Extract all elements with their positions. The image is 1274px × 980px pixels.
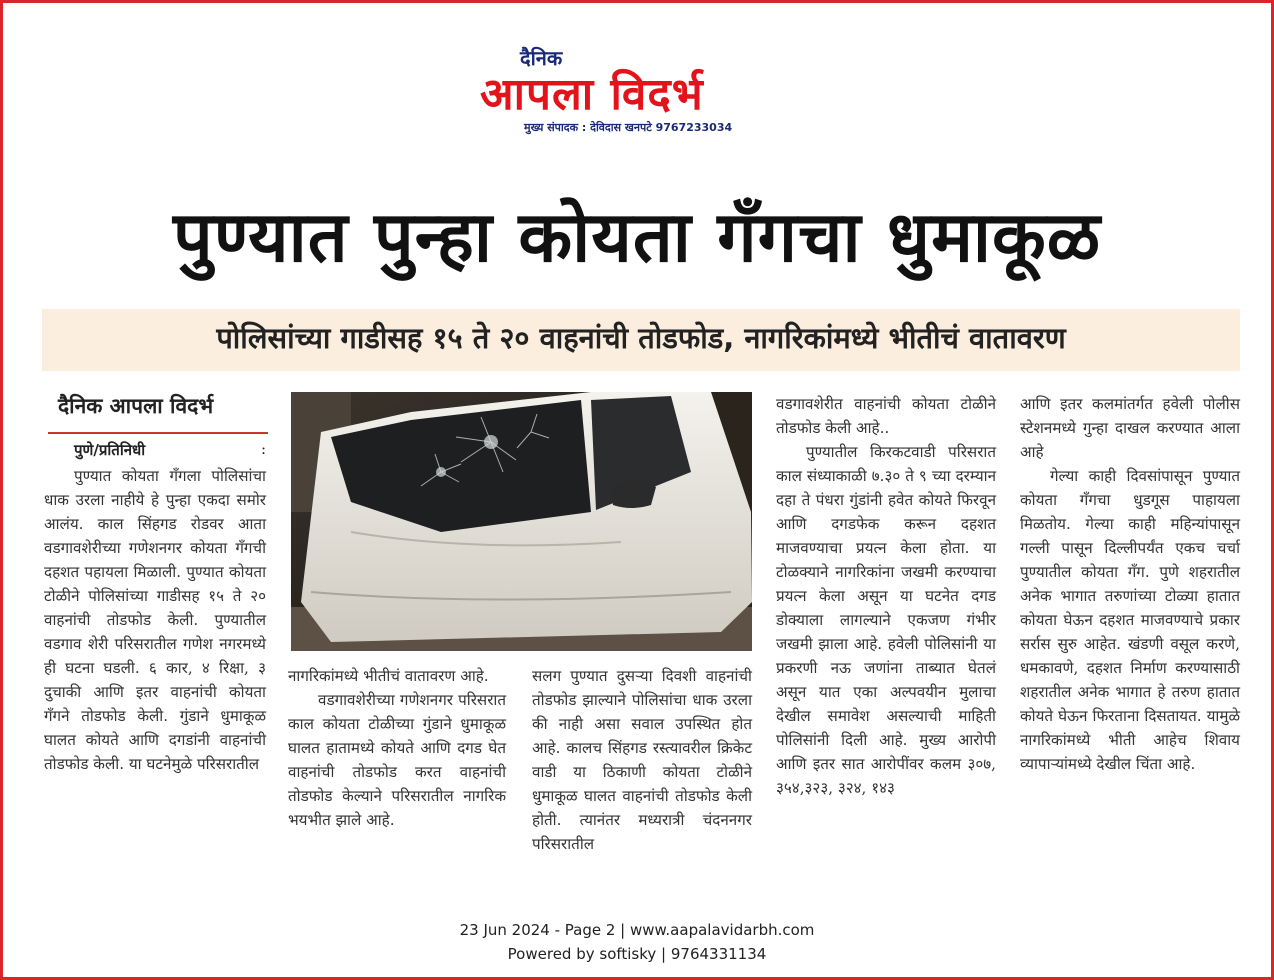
article-column-5: [1020, 392, 1240, 776]
dateline: [74, 440, 266, 460]
subheadline-bar: [42, 309, 1240, 371]
masthead-logo: [480, 40, 800, 140]
footer: [0, 918, 1274, 966]
paragraph: नागरिकांमध्ये भीतीचं वातावरण आहे.: [288, 667, 489, 685]
paragraph: वडगावशेरीत वाहनांची कोयता टोळीने तोडफोड केली आहे..: [776, 395, 996, 437]
masthead-editor: मुख्य संपादक : देविदास खनपटे 9767233034: [524, 121, 733, 134]
paragraph: आणि इतर कलमांतर्गत हवेली पोलीस स्टेशनमध्ये गुन्हा दाखल करण्यात आला आहे: [1020, 395, 1240, 461]
car-photo-illustration: [291, 392, 752, 651]
article-column-4: [776, 392, 996, 800]
masthead-daily: दैनिक: [520, 46, 563, 70]
article-column-2: [288, 664, 506, 832]
footer-powered-by: Powered by softisky | 9764331134: [507, 945, 767, 963]
masthead-name: आपला विदर्भ: [480, 69, 704, 120]
paragraph: पुण्यात कोयता गँगला पोलिसांचा धाक उरला नाहीये हे पुन्हा एकदा समोर आलंय. काल सिंहगड रोडवर आता वडगावशेरीच्या गणेशनगर कोयता गँगची दहशत पहायला मिळाली. पुण्यात कोयता टोळीने पोलिसांच्या गाडीसह १५ ते २० वाहनांची तोडफोड केली. पुण्यातील वडगाव शेरी परिसरातील गणेश नगरमध्ये ही घटना घडली. ६ कार, ४ रिक्षा, ३ दुचाकी आणि इतर वाहनांची कोयता गँगने तोडफोड केली. गुंडाने धुमाकूळ घालत कोयते आणि दगडांनी वाहनांची तोडफोड केली. या घटनेमुळे परिसरातील: [44, 467, 266, 773]
paragraph: सलग पुण्यात दुसऱ्या दिवशी वाहनांची तोडफोड झाल्याने पोलिसांचा धाक उरला की नाही असा सवाल उपस्थित होत आहे. कालच सिंहगड रस्त्यावरील क्रिकेट वाडी या ठिकाणी कोयता टोळीने धुमाकूळ घालत वाहनांची तोडफोड केली होती. त्यानंतर मध्यरात्री चंदननगर परिसरातील: [532, 667, 752, 853]
paragraph: पुण्यातील किरकटवाडी परिसरात काल संध्याकाळी ७.३० ते ९ च्या दरम्यान दहा ते पंधरा गुंडांनी हवेत कोयते फिरवून आणि दगडफेक करून दहशत माजवण्याचा प्रयत्न केला होता. या टोळक्याने नागरिकांना जखमी करण्याचा प्रयत्न केला असून या घटनेत दगड डोक्याला लागल्याने एकजण गंभीर जखमी झाला आहे. हवेली पोलिसांनी या प्रकरणी नऊ जणांना ताब्यात घेतलं असून यात एका अल्पवयीन मुलाचा देखील समावेश असल्याची माहिती पोलिसांनी दिली आहे. मुख्य आरोपी आणि इतर सात आरोपींवर कलम ३०७, ३५४,३२३, ३२४, १४३: [776, 443, 996, 797]
source-underline: [48, 432, 268, 434]
source-label: दैनिक आपला विदर्भ: [58, 394, 214, 418]
paragraph: गेल्या काही दिवसांपासून पुण्यात कोयता गँगचा धुडगूस पाहायला मिळतोय. गेल्या काही महिन्यांपासून गल्ली पासून दिल्लीपर्यंत एकच चर्चा पुण्यातील कोयता गँग. पुणे शहरातील अनेक भागात तरुणांच्या टोळ्या हातात कोयता घेऊन दहशत माजवण्याचे प्रकार सर्रास सुरु आहेत. खंडणी वसूल करणे, धमकावणे, दहशत निर्माण करण्यासाठी शहरातील अनेक भागात हे तरुण हातात कोयते घेऊन फिरताना दिसतायत. यामुळे नागरिकांमध्ये भीती आहेच शिवाय व्यापाऱ्यांमध्ये देखील चिंता आहे.: [1020, 467, 1240, 773]
dateline-separator: :: [260, 440, 266, 458]
article-photo-damaged-car: [291, 392, 752, 651]
article-column-1: [44, 464, 266, 776]
paragraph: वडगावशेरीच्या गणेशनगर परिसरात काल कोयता टोळीच्या गुंडाने धुमाकूळ घालत हातामध्ये कोयते आणि दगड घेत वाहनांची तोडफोड करत वाहनांची तोडफोड केल्याने परिसरातील नागरिक भयभीत झाले आहे.: [288, 691, 506, 829]
footer-date-site: 23 Jun 2024 - Page 2 | www.aapalavidarbh.com: [459, 921, 815, 939]
subheadline: पोलिसांच्या गाडीसह १५ ते २० वाहनांची तोडफोड, नागरिकांमध्ये भीतीचं वातावरण: [216, 321, 1066, 355]
article-column-3: [532, 664, 752, 856]
headline: पुण्यात पुन्हा कोयता गँगचा धुमाकूळ: [172, 196, 1102, 278]
dateline-text: पुणे/प्रतिनिधी: [74, 441, 146, 459]
